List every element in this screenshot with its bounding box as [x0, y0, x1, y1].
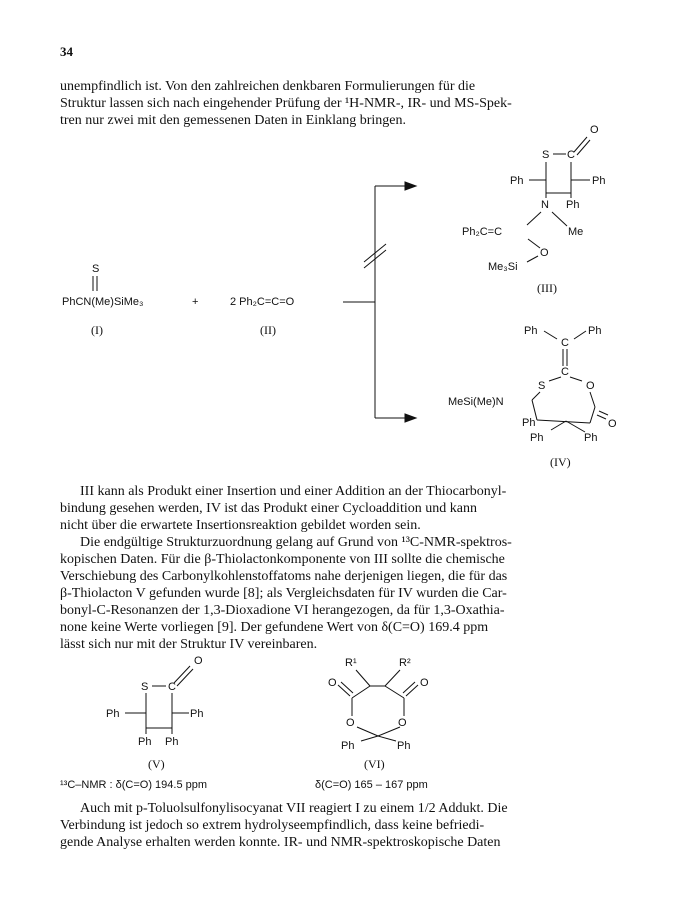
ring-oxygen-atom: O [586, 380, 595, 392]
phenyl-c: Ph [584, 432, 598, 444]
product-iv-label: (IV) [550, 455, 571, 469]
reaction-scheme-2 [0, 648, 680, 808]
phenyl-left: Ph [341, 740, 355, 752]
phenyl-left: Ph [510, 175, 524, 187]
text-line: unempfindlich ist. Von den zahlreichen denkbaren Formulierungen für die [60, 79, 476, 94]
reactant-ii-label: (II) [260, 323, 276, 337]
product-iii-label: (III) [537, 281, 557, 295]
carbon-mid: C [561, 366, 569, 378]
phenyl-right: Ph [190, 708, 204, 720]
text-line: Struktur lassen sich nach eingehender Prüfung der ¹H-NMR-, IR- und MS-Spek- [60, 96, 512, 111]
sulfur-atom: S [141, 681, 149, 693]
text-line: bonyl-C-Resonanzen der 1,3-Dioxadione VI herangezogen, da für 1,3-Oxathia- [60, 603, 505, 618]
plus-sign: + [192, 296, 199, 308]
compound-vi-structure [328, 657, 429, 771]
right-carbonyl-oxygen: O [420, 677, 429, 689]
nmr-shift-vi: δ(C=O) 165 – 167 ppm [315, 779, 428, 791]
phenyl-left: Ph [106, 708, 120, 720]
compound-v-label: (V) [148, 757, 165, 771]
carbon-atom: C [168, 681, 176, 693]
text-line: β-Thiolacton V gefunden wurde [8]; als Vergleichsdaten für IV wurden die Car- [60, 586, 507, 601]
silylamino-group: MeSi(Me)N [448, 396, 504, 408]
nmr-shift-v: ¹³C–NMR : δ(C=O) 194.5 ppm [60, 779, 208, 791]
page-number: 34 [60, 44, 73, 59]
phenyl-right: Ph [397, 740, 411, 752]
thione-sulfur-atom: S [92, 263, 100, 275]
nitrogen-atom: N [541, 199, 549, 211]
text-line: gende Analyse erhalten werden konnte. IR- und NMR-spektroskopische Daten [60, 835, 501, 850]
text-line: Die endgültige Strukturzuordnung gelang auf Grund von ¹³C-NMR-spektros- [80, 535, 512, 550]
phenyl-right: Ph [592, 175, 606, 187]
carbon-top: C [561, 337, 569, 349]
substituent-r2: R² [399, 657, 411, 669]
diphenylvinyl-group: Ph₂C=C [462, 226, 503, 238]
reactant-ii-formula: 2 Ph₂C=C=O [230, 296, 295, 308]
carbon-atom: C [567, 149, 575, 161]
phenyl-right: Ph [588, 325, 602, 337]
text-line: tren nur zwei mit den gemessenen Daten in Einklang bringen. [60, 113, 407, 128]
text-line: lässt sich nur mit der Struktur IV vereinbaren. [60, 637, 318, 652]
text-line: Verbindung ist jedoch so extrem hydrolyseempfindlich, dass keine befriedi- [60, 818, 485, 833]
carbonyl-oxygen-atom: O [194, 655, 203, 667]
ring-oxygen-right: O [398, 717, 407, 729]
text-line: nicht über die erwartete Insertionsreaktion gebildet worden sein. [60, 518, 421, 533]
oxygen-atom: O [540, 247, 549, 259]
text-line: III kann als Produkt einer Insertion und einer Addition an der Thiocarbonyl- [80, 484, 507, 499]
phenyl-a: Ph [522, 417, 536, 429]
carbonyl-oxygen-atom: O [590, 124, 599, 136]
trimethylsilyl-group: Me₃Si [488, 261, 518, 273]
final-paragraph [60, 800, 620, 851]
text-line: none keine Werte vorliegen [9]. Der gefundene Wert von δ(C=O) 169.4 ppm [60, 620, 489, 635]
methyl-group: Me [568, 226, 584, 238]
ring-oxygen-left: O [346, 717, 355, 729]
text-line: kopischen Daten. Für die β-Thiolactonkomponente von III sollte die chemische [60, 552, 505, 567]
reactant-i-formula: PhCN(Me)SiMe₃ [62, 296, 144, 308]
sulfur-atom: S [542, 149, 550, 161]
discussion-paragraph [60, 483, 620, 653]
compound-v-structure [106, 655, 203, 771]
sulfur-atom: S [538, 380, 546, 392]
product-iv-structure [448, 325, 617, 469]
phenyl-left: Ph [524, 325, 538, 337]
phenyl-lower: Ph [566, 199, 580, 211]
text-line: Auch mit p-Toluolsulfonylisocyanat VII reagiert I zu einem 1/2 Addukt. Die [80, 801, 508, 816]
phenyl-b: Ph [530, 432, 544, 444]
compound-vi-label: (VI) [364, 757, 385, 771]
phenyl-a: Ph [138, 736, 152, 748]
keto-oxygen-atom: O [608, 418, 617, 430]
phenyl-b: Ph [165, 736, 179, 748]
text-line: bindung gesehen werden, IV ist das Produkt einer Cycloaddition und kann [60, 501, 477, 516]
product-iii-structure [462, 124, 605, 295]
substituent-r1: R¹ [345, 657, 357, 669]
text-line: Verschiebung des Carbonylkohlenstoffatoms nahe derjenigen liegen, die für das [60, 569, 508, 584]
reactant-i-label: (I) [91, 323, 103, 337]
left-carbonyl-oxygen: O [328, 677, 337, 689]
